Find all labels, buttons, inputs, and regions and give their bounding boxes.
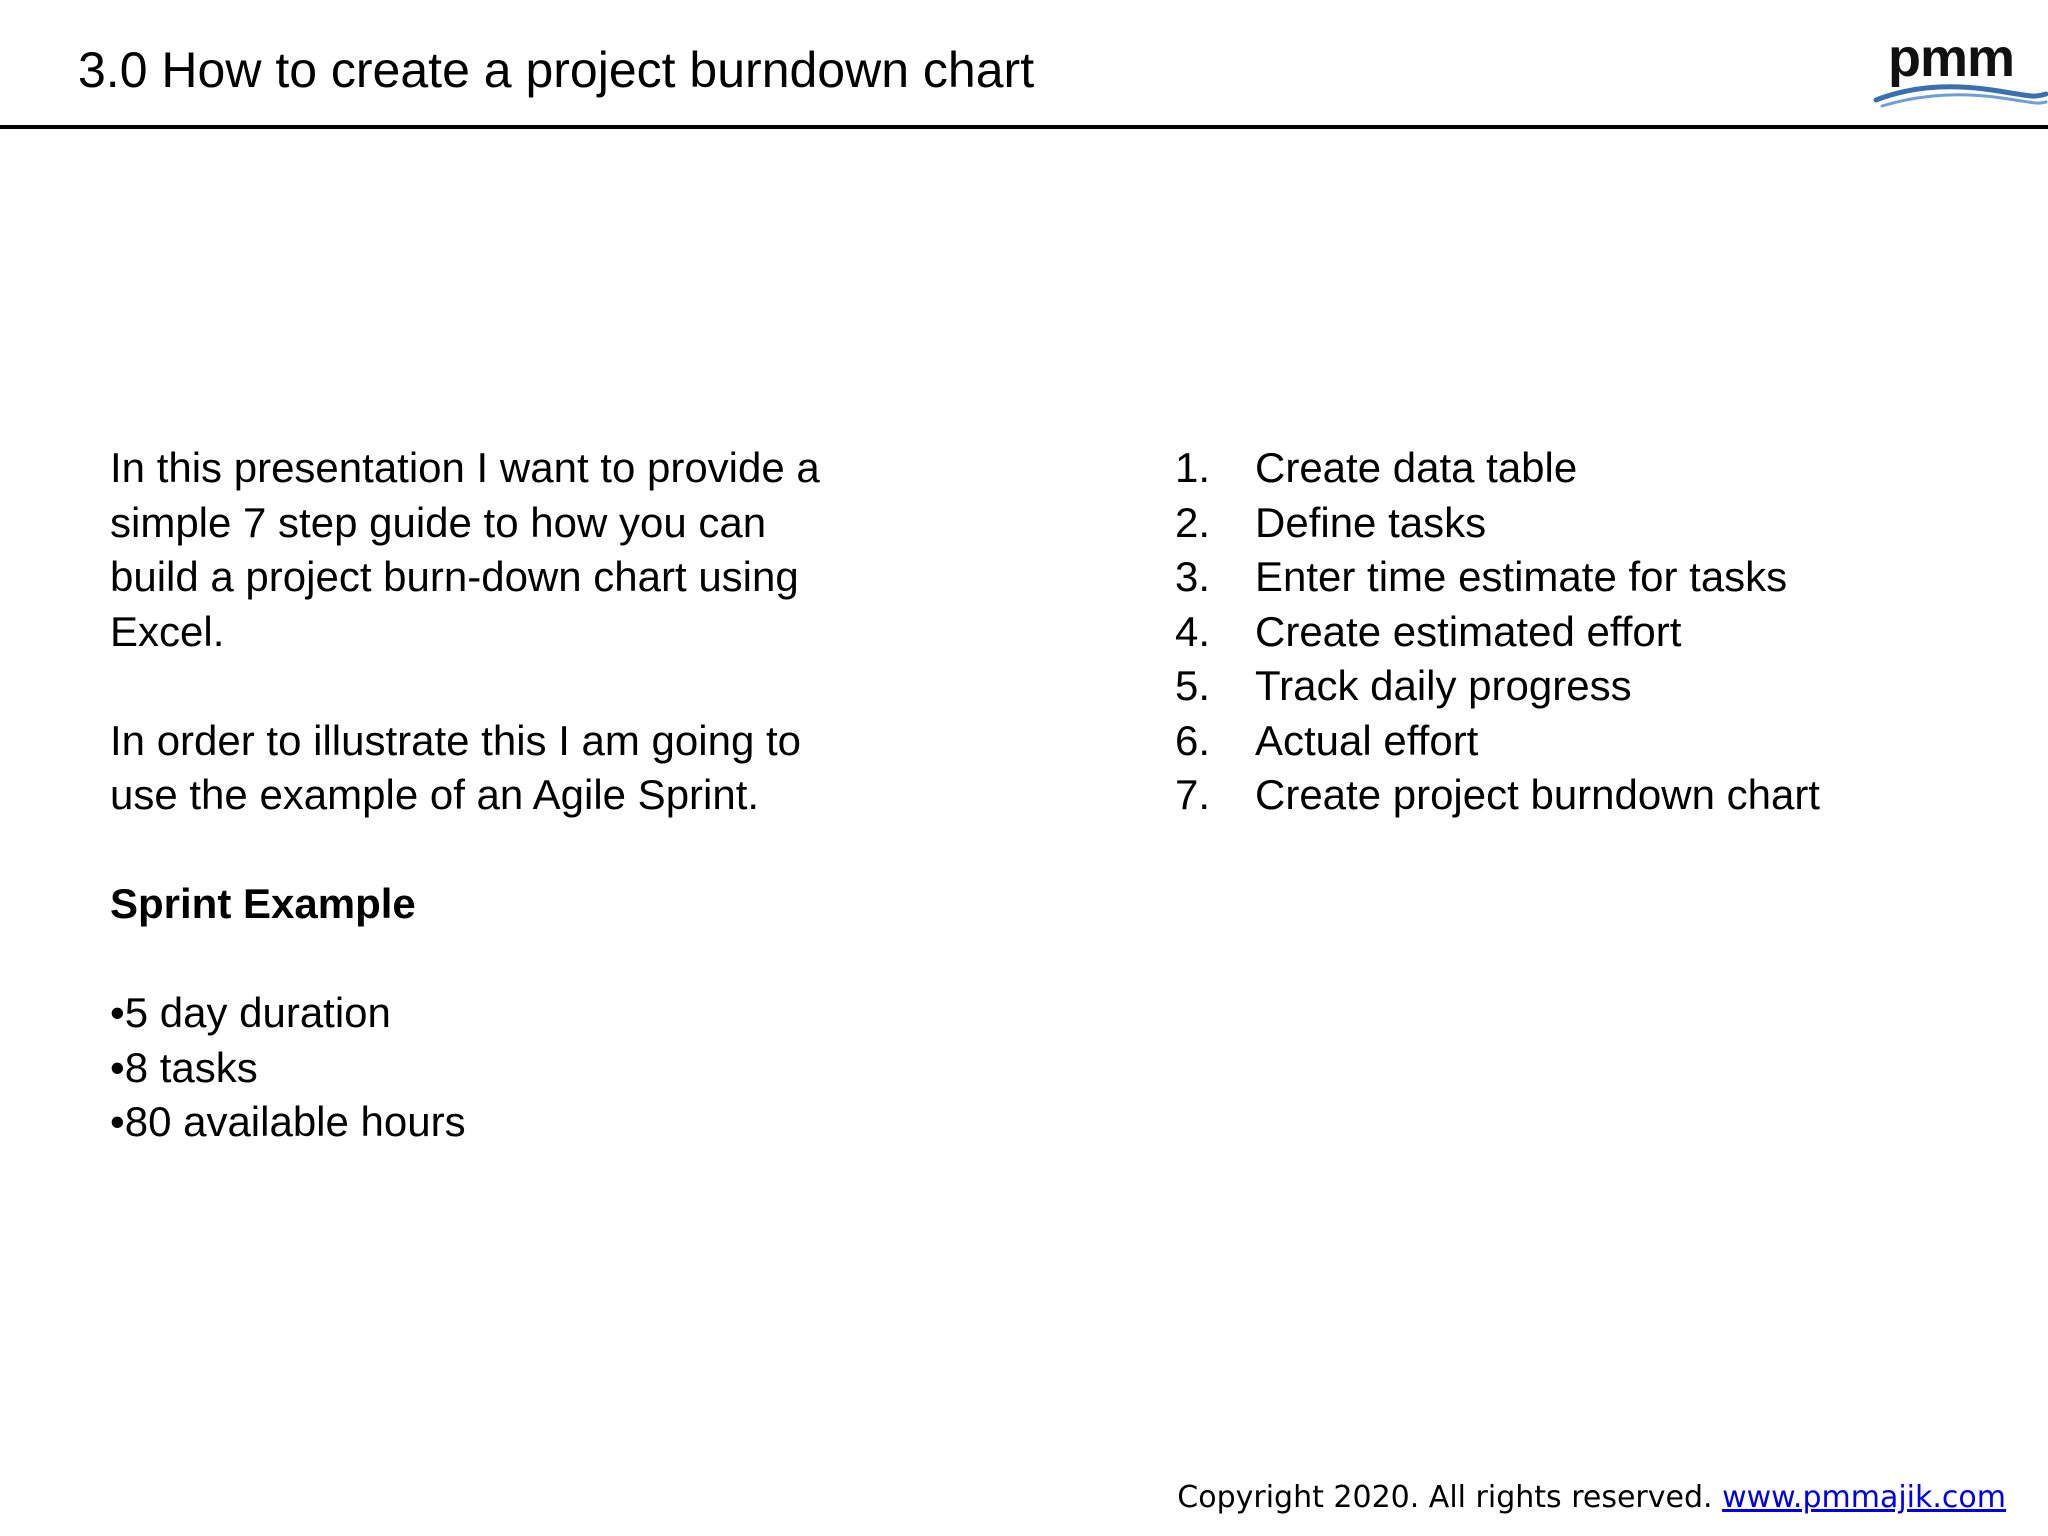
step-label: Define tasks — [1255, 498, 1487, 546]
spacer — [110, 823, 1010, 878]
step-item — [1175, 496, 2035, 551]
sprint-bullet: •5 day duration — [110, 989, 391, 1036]
pmm-logo — [1872, 28, 2048, 108]
sprint-example-heading: Sprint Example — [110, 880, 416, 927]
step-item — [1175, 550, 2035, 605]
intro-line: use the example of an Agile Sprint. — [110, 771, 760, 818]
logo-wave-icon — [1872, 76, 2048, 112]
intro-line: In order to illustrate this I am going to — [110, 716, 802, 764]
step-number: 7. — [1175, 771, 1211, 818]
spacer — [110, 932, 1010, 987]
sprint-bullet: •8 tasks — [110, 1043, 258, 1091]
step-number: 6. — [1175, 716, 1211, 764]
step-number: 3. — [1175, 553, 1211, 600]
step-item — [1175, 605, 2035, 660]
steps-list — [1175, 441, 2035, 823]
step-label: Actual effort — [1255, 716, 1479, 764]
step-number: 4. — [1175, 607, 1211, 655]
intro-text-block — [110, 441, 1010, 1150]
step-number: 2. — [1175, 498, 1211, 546]
intro-line: build a project burn-down chart using — [110, 553, 799, 600]
intro-line: Excel. — [110, 607, 225, 655]
intro-line: simple 7 step guide to how you can — [110, 498, 767, 546]
intro-line: In this presentation I want to provide a — [110, 444, 820, 491]
sprint-bullet: •80 available hours — [110, 1098, 466, 1145]
website-link[interactable]: www.pmmajik.com — [1722, 1480, 2006, 1515]
step-label: Create data table — [1255, 444, 1578, 491]
footer — [1177, 1478, 2006, 1518]
step-label: Create project burndown chart — [1255, 771, 1820, 818]
step-label: Enter time estimate for tasks — [1255, 553, 1788, 600]
step-item — [1175, 714, 2035, 769]
page-title: 3.0 How to create a project burndown chart — [78, 42, 1035, 98]
step-item — [1175, 768, 2035, 823]
step-item — [1175, 441, 2035, 496]
step-item — [1175, 659, 2035, 714]
header-divider — [0, 125, 2048, 129]
step-number: 5. — [1175, 662, 1211, 709]
step-label: Track daily progress — [1255, 662, 1632, 709]
spacer — [110, 659, 1010, 714]
logo-text: pmm — [1888, 28, 2015, 88]
copyright-text: Copyright 2020. All rights reserved. — [1177, 1480, 1723, 1515]
step-label: Create estimated effort — [1255, 607, 1682, 655]
slide-header — [0, 0, 2048, 130]
step-number: 1. — [1175, 444, 1211, 491]
